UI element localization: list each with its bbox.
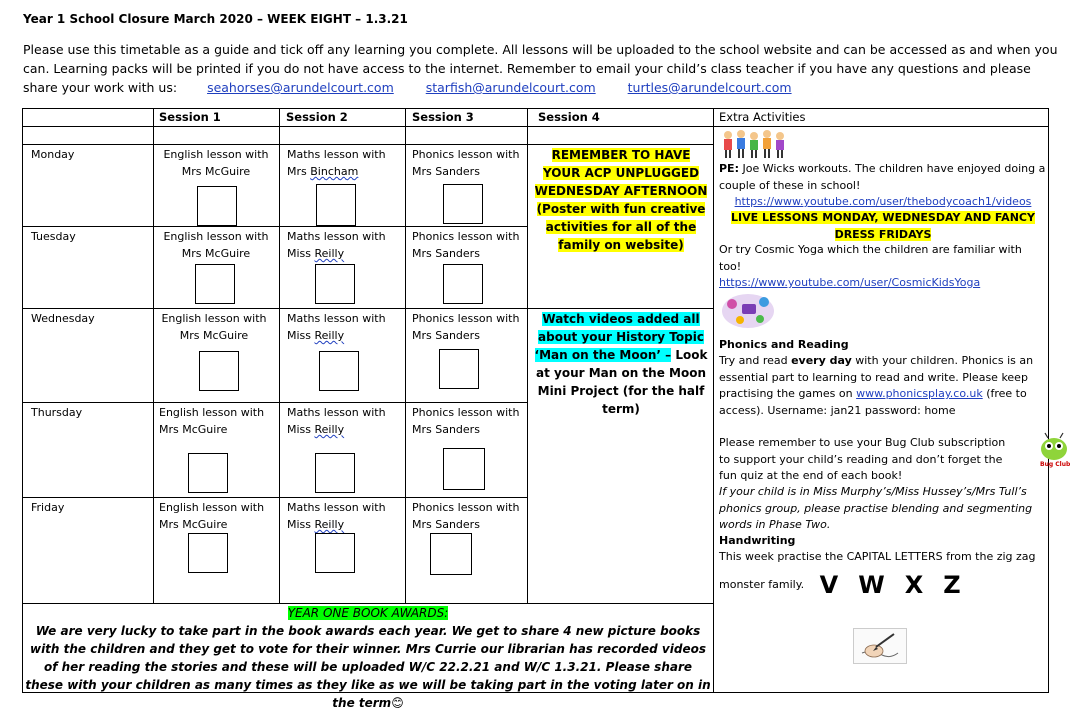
book-awards (24, 604, 712, 712)
tick-box-friday-s3[interactable] (430, 533, 472, 575)
tick-box-friday-s1[interactable] (188, 533, 228, 573)
phonics-play-link[interactable]: www.phonicsplay.co.uk (856, 387, 983, 400)
capital-letters (820, 571, 981, 599)
intro-text: Please use this timetable as a guide and tick off any learning you complete. All lessons will be uploaded to the school website and can be accessed as and when you can. Learning packs will be printed if you do not have access to the internet. Remember to email your child’s class teacher if you have any questions and please share your work with us: (23, 42, 1058, 95)
bug-club-text: Please remember to use your Bug Club subscription to support your child’s reading and don’t forget the fun quiz at the end of each book! (719, 436, 1006, 482)
day-label-friday: Friday (31, 501, 65, 514)
tick-box-monday-s3[interactable] (443, 184, 483, 224)
tick-box-tuesday-s3[interactable] (443, 264, 483, 304)
handwriting-text: This week practise the CAPITAL LETTERS from the zig zag (719, 550, 1036, 563)
lesson-friday-s3: Phonics lesson with Mrs Sanders (412, 501, 520, 531)
lesson-friday-s1: English lesson with Mrs McGuire (159, 501, 265, 531)
lesson-tuesday-s3: Phonics lesson with Mrs Sanders (412, 230, 520, 260)
email-link-seahorses[interactable]: seahorses@arundelcourt.com (207, 80, 394, 95)
tick-box-tuesday-s1[interactable] (195, 264, 235, 304)
letter-v: V (819, 571, 839, 599)
day-label-thursday: Thursday (31, 406, 83, 419)
lesson-tuesday-s2: Maths lesson with Miss Reilly (287, 230, 386, 260)
tick-box-tuesday-s2[interactable] (315, 264, 355, 304)
letter-w: W (858, 571, 885, 599)
bug-club-logo-text: Bug Club (1040, 461, 1071, 468)
cosmic-yoga-link[interactable]: https://www.youtube.com/user/CosmicKidsYoga (719, 276, 981, 289)
day-label-monday: Monday (31, 148, 75, 161)
email-link-turtles[interactable]: turtles@arundelcourt.com (627, 80, 792, 95)
document-title: Year 1 School Closure March 2020 – WEEK EIGHT – 1.3.21 (23, 12, 408, 26)
header-session-1: Session 1 (159, 110, 221, 124)
tick-box-wednesday-s1[interactable] (199, 351, 239, 391)
handwriting-letters-row (719, 570, 1047, 600)
tick-box-thursday-s2[interactable] (315, 453, 355, 493)
acp-unplugged-note: REMEMBER TO HAVE YOUR ACP UNPLUGGED WEDNESDAY AFTERNOON (Poster with fun creative activities for all of the family on website) (534, 148, 708, 252)
children-clipart-icon (720, 128, 790, 160)
phonics-heading: Phonics and Reading (719, 338, 849, 351)
bug-club-logo-icon (1034, 432, 1074, 472)
live-lessons-note: LIVE LESSONS MONDAY, WEDNESDAY AND FANCY DRESS FRIDAYS (731, 211, 1035, 241)
cosmic-yoga-text: Or try Cosmic Yoga which the children are familiar with too! (719, 243, 1022, 273)
book-awards-heading: YEAR ONE BOOK AWARDS: (287, 606, 449, 620)
lesson-thursday-s3: Phonics lesson with Mrs Sanders (412, 406, 520, 436)
lesson-wednesday-s1: English lesson with Mrs McGuire (161, 312, 267, 342)
pe-section: PE: Joe Wicks workouts. The children have enjoyed doing a couple of these in school! (719, 162, 1046, 192)
tick-box-thursday-s1[interactable] (188, 453, 228, 493)
book-awards-body: We are very lucky to take part in the book awards each year. We get to share 4 new picture books with the children and they get to vote for their winner. Mrs Currie our librarian has recorded videos of her reading the stories and these will be uploaded W/C 22.2.21 and W/C 1.3.21. Please share these with your children as many times as they like as we will be taking part in the voting later on in the term😊 (25, 624, 711, 710)
handwriting-pencil-icon (853, 628, 907, 664)
header-session-4: Session 4 (538, 110, 600, 124)
intro-paragraph (23, 40, 1058, 97)
tick-box-wednesday-s2[interactable] (319, 351, 359, 391)
tick-box-monday-s1[interactable] (197, 186, 237, 226)
day-label-tuesday: Tuesday (31, 230, 76, 243)
lesson-monday-s2: Maths lesson with Mrs Bincham (287, 148, 386, 178)
lesson-monday-s1: English lesson with Mrs McGuire (163, 148, 269, 178)
lesson-wednesday-s2: Maths lesson with Miss Reilly (287, 312, 386, 342)
lesson-wednesday-s3: Phonics lesson with Mrs Sanders (412, 312, 520, 342)
tick-box-wednesday-s3[interactable] (439, 349, 479, 389)
header-session-2: Session 2 (286, 110, 348, 124)
lesson-friday-s2: Maths lesson with Miss Reilly (287, 501, 386, 531)
letter-x: X (904, 571, 924, 599)
tick-box-thursday-s3[interactable] (443, 448, 485, 490)
phonics-group-note: If your child is in Miss Murphy’s/Miss Hussey’s/Mrs Tull’s phonics group, please practise blending and segmenting words in Phase Two. (719, 485, 1033, 531)
email-link-starfish[interactable]: starfish@arundelcourt.com (425, 80, 596, 95)
lesson-thursday-s1: English lesson with Mrs McGuire (159, 406, 265, 436)
tick-box-monday-s2[interactable] (316, 184, 356, 226)
letter-z: Z (943, 571, 961, 599)
handwriting-heading: Handwriting (719, 534, 796, 547)
phonics-play-logo-icon (720, 292, 776, 330)
lesson-thursday-s2: Maths lesson with Miss Reilly (287, 406, 386, 436)
lesson-monday-s3: Phonics lesson with Mrs Sanders (412, 148, 520, 178)
monster-family-text: monster family. (719, 578, 805, 591)
tick-box-friday-s2[interactable] (315, 533, 355, 573)
lesson-tuesday-s1: English lesson with Mrs McGuire (163, 230, 269, 260)
day-label-wednesday: Wednesday (31, 312, 95, 325)
phonics-text: Try and read every day with your children. Phonics is an essential part to learning to read and write. Please keep practising the games on www.phonicsplay.co.uk (free to access). Username: jan21 password: home (719, 354, 1034, 417)
header-session-3: Session 3 (412, 110, 474, 124)
joe-wicks-link[interactable]: https://www.youtube.com/user/thebodycoach1/videos (734, 195, 1032, 208)
history-topic-note: Watch videos added all about your History Topic ‘Man on the Moon’ – Look at your Man on the Moon Mini Project (for the half term) (534, 312, 708, 416)
header-extra-activities: Extra Activities (719, 110, 806, 124)
